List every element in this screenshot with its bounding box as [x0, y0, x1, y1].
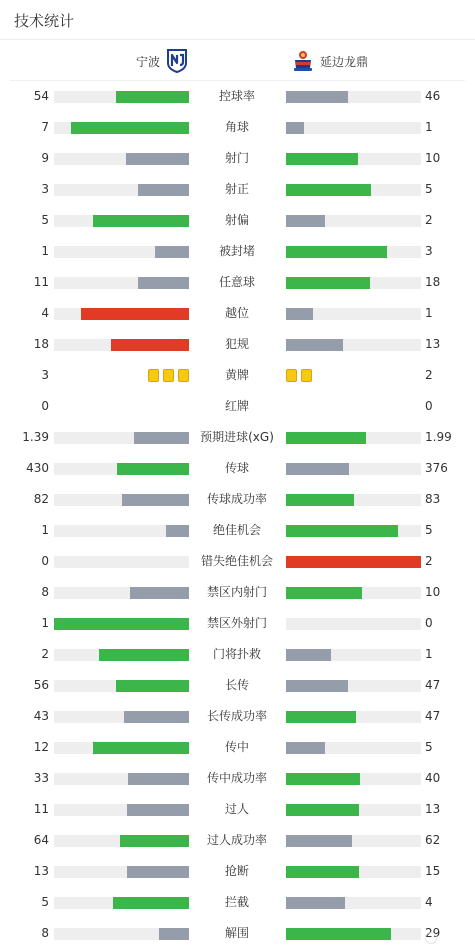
yanbian-longding-crest-icon: [292, 49, 314, 73]
away-bar-fill: [286, 742, 325, 754]
stat-row: [0, 732, 475, 763]
stat-row: [0, 81, 475, 112]
home-cards: [148, 369, 189, 382]
stat-label: 射正: [224, 182, 249, 196]
stat-label: 绝佳机会: [212, 523, 261, 537]
stat-label: 黄牌: [224, 368, 249, 382]
away-bar-fill: [286, 711, 356, 723]
away-bar-track: [286, 649, 421, 661]
away-bar-fill: [286, 184, 371, 196]
home-bar-fill: [71, 122, 189, 134]
home-value: 430: [26, 461, 49, 475]
away-value: 46: [425, 89, 441, 103]
away-value: 15: [425, 864, 441, 878]
home-value: 5: [41, 213, 49, 227]
home-bar-track: [54, 91, 189, 103]
home-bar-track: [54, 928, 189, 940]
away-bar-fill: [286, 928, 391, 940]
away-bar-track: [286, 463, 421, 475]
home-value: 13: [33, 864, 49, 878]
stat-label: 传球成功率: [206, 492, 267, 506]
away-value: 47: [425, 709, 441, 723]
stat-label: 禁区内射门: [206, 585, 267, 599]
stat-label: 预期进球(xG): [200, 430, 274, 444]
yellow-card-icon: [178, 369, 189, 382]
home-bar-fill: [124, 711, 189, 723]
home-value: 82: [33, 492, 49, 506]
home-value: 1: [41, 244, 49, 258]
away-bar-fill: [286, 525, 398, 537]
home-bar-track: [54, 277, 189, 289]
home-bar-track: [54, 866, 189, 878]
stat-label: 长传: [224, 678, 249, 692]
away-bar-track: [286, 866, 421, 878]
stat-label: 犯规: [224, 337, 249, 351]
away-bar-fill: [286, 122, 304, 134]
stat-row: [0, 174, 475, 205]
away-value: 10: [425, 151, 441, 165]
stat-row: [0, 329, 475, 360]
home-value: 43: [33, 709, 49, 723]
stat-row: [0, 391, 475, 422]
away-bar-fill: [286, 587, 362, 599]
stat-label: 任意球: [218, 275, 255, 289]
home-bar-track: [54, 339, 189, 351]
home-team-name: 宁波: [135, 54, 160, 69]
stat-row: [0, 267, 475, 298]
stat-row: [0, 918, 475, 949]
stat-row: [0, 515, 475, 546]
away-bar-fill: [286, 215, 325, 227]
home-bar-fill: [127, 804, 189, 816]
home-value: 3: [41, 368, 49, 382]
away-value: 1: [425, 120, 433, 134]
away-bar-fill: [286, 277, 370, 289]
away-bar-track: [286, 339, 421, 351]
teams-header: [10, 40, 465, 81]
stat-row: [0, 887, 475, 918]
away-value: 40: [425, 771, 441, 785]
stat-label: 解围: [224, 926, 249, 940]
stat-row: [0, 236, 475, 267]
away-bar-fill: [286, 494, 354, 506]
stat-row: [0, 546, 475, 577]
away-value: 10: [425, 585, 441, 599]
stat-label: 角球: [224, 120, 249, 134]
away-bar-fill: [286, 339, 343, 351]
away-value: 1: [425, 306, 433, 320]
away-bar-track: [286, 153, 421, 165]
home-value: 8: [41, 585, 49, 599]
away-bar-fill: [286, 308, 313, 320]
away-bar-fill: [286, 773, 360, 785]
home-value: 9: [41, 151, 49, 165]
stat-label: 传中成功率: [206, 771, 267, 785]
home-bar-track: [54, 556, 189, 568]
home-bar-fill: [116, 91, 189, 103]
home-bar-track: [54, 246, 189, 258]
watermark-icon: [425, 932, 437, 944]
page-title: 技术统计: [14, 12, 75, 30]
home-value: 33: [33, 771, 49, 785]
yellow-card-icon: [286, 369, 297, 382]
home-bar-fill: [93, 742, 189, 754]
away-cards: [286, 369, 312, 382]
home-value: 2: [41, 647, 49, 661]
home-bar-track: [54, 153, 189, 165]
away-value: 0: [425, 399, 433, 413]
away-bar-fill: [286, 432, 366, 444]
home-bar-fill: [155, 246, 189, 258]
stat-row: [0, 453, 475, 484]
away-bar-track: [286, 773, 421, 785]
home-bar-track: [54, 494, 189, 506]
away-bar-fill: [286, 897, 345, 909]
stat-label: 射偏: [224, 213, 249, 227]
away-bar-track: [286, 494, 421, 506]
home-value: 7: [41, 120, 49, 134]
away-bar-fill: [286, 463, 349, 475]
away-bar-fill: [286, 866, 359, 878]
away-bar-fill: [286, 649, 331, 661]
ningbo-crest-icon: [166, 49, 188, 73]
away-value: 4: [425, 895, 433, 909]
home-bar-track: [54, 463, 189, 475]
away-bar-fill: [286, 246, 387, 258]
away-value: 0: [425, 616, 433, 630]
away-value: 13: [425, 802, 441, 816]
away-bar-fill: [286, 835, 352, 847]
away-value: 29: [425, 926, 441, 940]
away-bar-track: [286, 184, 421, 196]
away-bar-track: [286, 122, 421, 134]
home-bar-fill: [99, 649, 189, 661]
stats-list: [0, 81, 475, 949]
stat-row: [0, 608, 475, 639]
home-value: 56: [33, 678, 49, 692]
stat-row: [0, 701, 475, 732]
away-bar-fill: [286, 153, 358, 165]
away-value: 5: [425, 740, 433, 754]
stat-row: [0, 825, 475, 856]
home-bar-fill: [120, 835, 189, 847]
home-bar-fill: [134, 432, 189, 444]
home-value: 54: [33, 89, 49, 103]
yellow-card-icon: [163, 369, 174, 382]
home-value: 0: [41, 554, 49, 568]
home-bar-track: [54, 897, 189, 909]
away-value: 47: [425, 678, 441, 692]
home-bar-track: [54, 680, 189, 692]
away-bar-fill: [286, 680, 348, 692]
stat-row: [0, 360, 475, 391]
away-value: 2: [425, 213, 433, 227]
stat-label: 过人: [224, 802, 249, 816]
home-bar-track: [54, 742, 189, 754]
home-bar-fill: [130, 587, 189, 599]
home-value: 1: [41, 616, 49, 630]
home-bar-fill: [127, 866, 189, 878]
away-bar-track: [286, 711, 421, 723]
home-value: 0: [41, 399, 49, 413]
home-bar-track: [54, 773, 189, 785]
home-bar-fill: [93, 215, 189, 227]
stat-row: [0, 639, 475, 670]
away-bar-track: [286, 277, 421, 289]
away-bar-track: [286, 308, 421, 320]
away-value: 1: [425, 647, 433, 661]
away-bar-track: [286, 897, 421, 909]
home-value: 1: [41, 523, 49, 537]
away-value: 62: [425, 833, 441, 847]
stat-label: 过人成功率: [206, 833, 267, 847]
home-bar-fill: [138, 277, 189, 289]
home-bar-fill: [159, 928, 189, 940]
stat-row: [0, 143, 475, 174]
home-value: 5: [41, 895, 49, 909]
away-value: 83: [425, 492, 441, 506]
home-bar-track: [54, 525, 189, 537]
away-bar-fill: [286, 556, 421, 568]
home-bar-track: [54, 618, 189, 630]
stat-label: 被封堵: [218, 244, 255, 258]
stat-row: [0, 205, 475, 236]
home-value: 3: [41, 182, 49, 196]
stat-label: 抢断: [224, 864, 249, 878]
home-bar-fill: [113, 897, 189, 909]
home-value: 11: [33, 275, 49, 289]
stat-label: 传中: [224, 740, 249, 754]
away-value: 2: [425, 368, 433, 382]
away-bar-track: [286, 525, 421, 537]
away-bar-track: [286, 246, 421, 258]
home-bar-fill: [54, 618, 189, 630]
stat-label: 门将扑救: [212, 647, 261, 661]
stat-label: 越位: [224, 306, 249, 320]
away-bar-track: [286, 835, 421, 847]
away-bar-track: [286, 432, 421, 444]
home-value: 11: [33, 802, 49, 816]
stat-label: 禁区外射门: [206, 616, 267, 630]
home-bar-fill: [122, 494, 190, 506]
stat-row: [0, 298, 475, 329]
stat-label: 拦截: [224, 895, 249, 909]
home-value: 18: [33, 337, 49, 351]
away-bar-track: [286, 742, 421, 754]
home-bar-fill: [81, 308, 189, 320]
away-value: 2: [425, 554, 433, 568]
away-value: 13: [425, 337, 441, 351]
stat-row: [0, 577, 475, 608]
stat-label: 传球: [224, 461, 249, 475]
home-bar-fill: [138, 184, 189, 196]
home-value: 8: [41, 926, 49, 940]
away-bar-track: [286, 928, 421, 940]
away-bar-track: [286, 215, 421, 227]
stat-row: [0, 670, 475, 701]
home-value: 12: [33, 740, 49, 754]
away-value: 5: [425, 523, 433, 537]
away-bar-track: [286, 618, 421, 630]
away-value: 3: [425, 244, 433, 258]
stat-row: [0, 484, 475, 515]
away-value: 1.99: [425, 430, 452, 444]
home-bar-track: [54, 711, 189, 723]
stat-row: [0, 422, 475, 453]
away-value: 376: [425, 461, 448, 475]
home-bar-track: [54, 835, 189, 847]
stat-label: 红牌: [224, 399, 249, 413]
home-bar-fill: [116, 680, 189, 692]
home-bar-fill: [117, 463, 189, 475]
home-bar-track: [54, 649, 189, 661]
away-bar-track: [286, 556, 421, 568]
away-value: 5: [425, 182, 433, 196]
home-bar-track: [54, 587, 189, 599]
away-team[interactable]: [292, 48, 368, 74]
away-team-name: 延边龙鼎: [320, 54, 369, 69]
home-bar-track: [54, 804, 189, 816]
away-bar-track: [286, 587, 421, 599]
away-bar-track: [286, 680, 421, 692]
home-bar-fill: [128, 773, 189, 785]
home-value: 1.39: [22, 430, 49, 444]
away-bar-track: [286, 804, 421, 816]
home-bar-fill: [111, 339, 189, 351]
yellow-card-icon: [301, 369, 312, 382]
home-bar-track: [54, 122, 189, 134]
home-bar-track: [54, 215, 189, 227]
stat-label: 射门: [224, 151, 249, 165]
home-bar-fill: [126, 153, 189, 165]
home-bar-track: [54, 184, 189, 196]
home-bar-fill: [166, 525, 189, 537]
away-value: 18: [425, 275, 441, 289]
home-bar-track: [54, 308, 189, 320]
stat-label: 长传成功率: [206, 709, 267, 723]
stat-row: [0, 763, 475, 794]
stat-label: 控球率: [218, 89, 255, 103]
stat-row: [0, 794, 475, 825]
stat-row: [0, 112, 475, 143]
yellow-card-icon: [148, 369, 159, 382]
away-bar-fill: [286, 91, 348, 103]
home-team[interactable]: [136, 48, 188, 74]
stat-label: 错失绝佳机会: [200, 554, 273, 568]
header: [0, 0, 475, 40]
away-bar-fill: [286, 804, 359, 816]
home-value: 4: [41, 306, 49, 320]
home-value: 64: [33, 833, 49, 847]
home-bar-track: [54, 432, 189, 444]
stat-row: [0, 856, 475, 887]
away-bar-track: [286, 91, 421, 103]
